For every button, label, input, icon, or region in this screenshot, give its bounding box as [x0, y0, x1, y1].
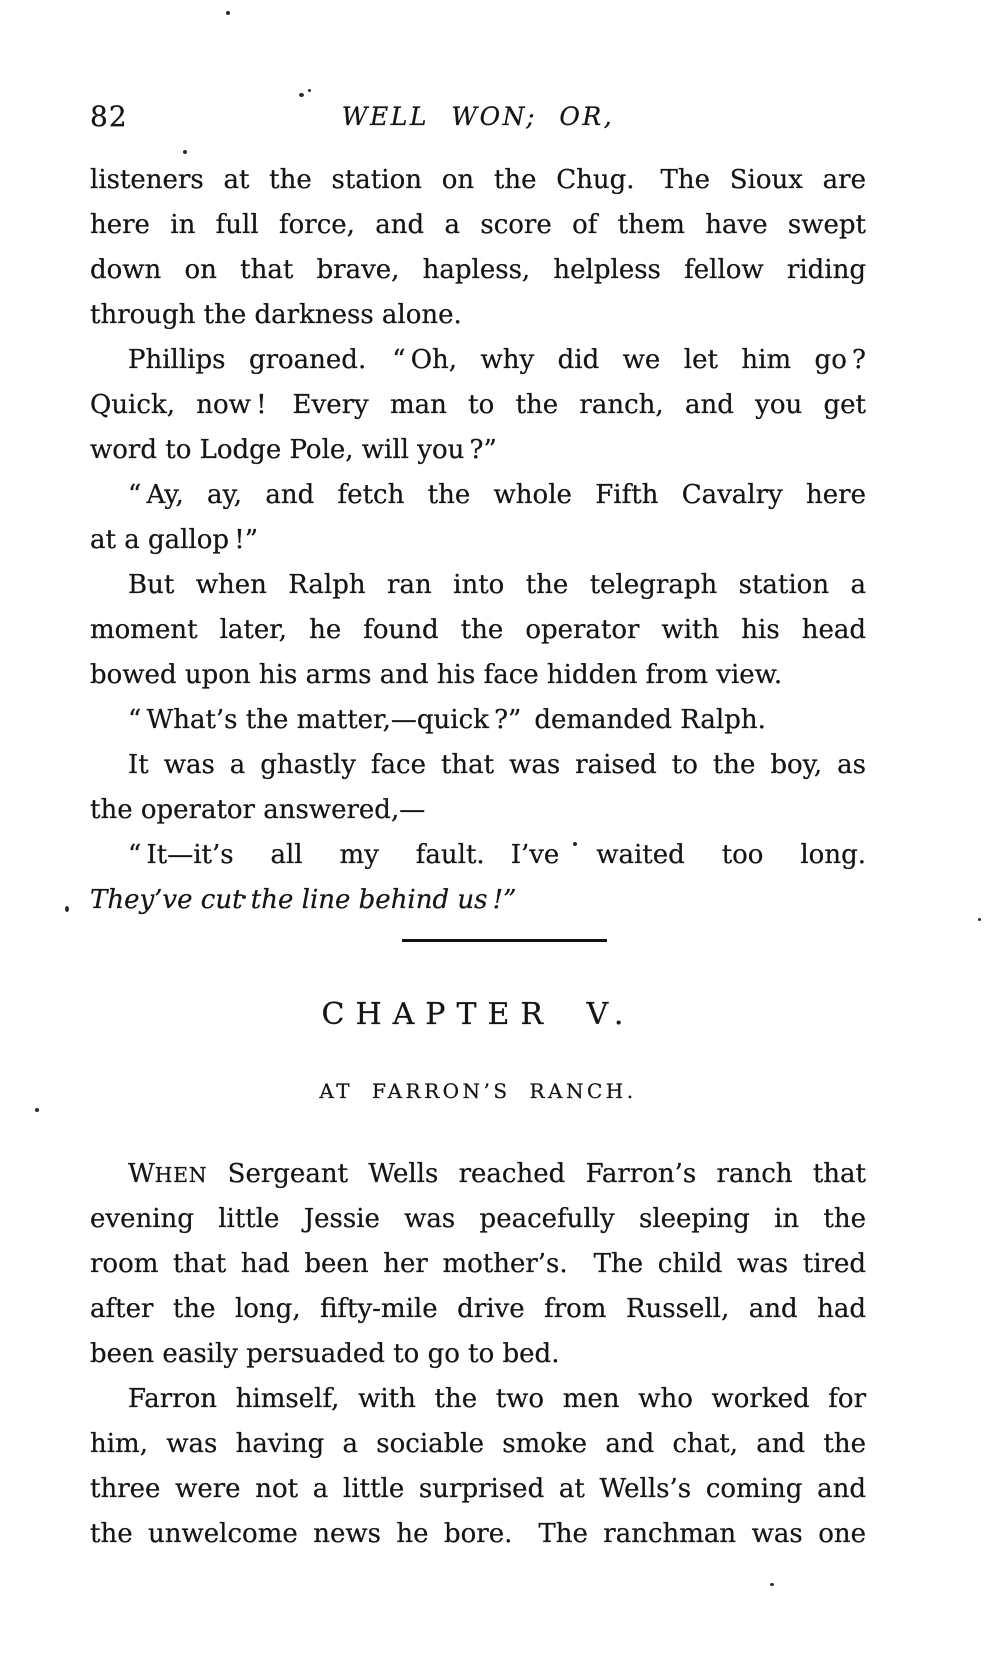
scan-speck: [308, 89, 311, 92]
paragraph: [90, 1152, 866, 1377]
text-line: the unwelcome news he bore. The ranchman was one: [90, 1519, 866, 1549]
text-line: bowed upon his arms and his face hidden from view.: [90, 660, 783, 690]
text-line: at a gallop !”: [90, 525, 258, 555]
paragraph: [90, 743, 866, 833]
text-line: down on that brave, hapless, helpless fellow riding: [90, 255, 866, 285]
text-line: moment later, he found the operator with his head: [90, 615, 866, 645]
scan-speck: [183, 150, 187, 154]
text-line: after the long, fifty-mile drive from Russell, and had: [90, 1294, 866, 1324]
small-caps-text: HEN: [154, 1163, 208, 1187]
text-line: “ Ay, ay, and fetch the whole Fifth Cavalry here: [128, 480, 866, 510]
text-line: through the darkness alone.: [90, 300, 462, 330]
scan-speck: [226, 11, 230, 15]
text-line: been easily persuaded to go to bed.: [90, 1339, 560, 1369]
text-line: here in full force, and a score of them have swept: [90, 210, 866, 240]
text-line: But when Ralph ran into the telegraph station a: [128, 570, 866, 600]
paragraph: [90, 338, 866, 473]
scan-speck: [299, 93, 304, 97]
paragraph: [90, 833, 866, 923]
paragraph: [90, 473, 866, 563]
text-line: Phillips groaned. “ Oh, why did we let him go ?: [128, 345, 866, 375]
text-line: [90, 1152, 866, 1197]
scan-speck: [35, 1108, 39, 1112]
paragraph: [90, 158, 866, 338]
paragraph: [90, 698, 866, 743]
chapter-end-paragraphs: [90, 158, 866, 923]
text-line: evening little Jessie was peacefully sleeping in the: [90, 1204, 866, 1234]
text-line: It was a ghastly face that was raised to the boy, as: [128, 750, 866, 780]
paragraph: [90, 1377, 866, 1557]
text-line: word to Lodge Pole, will you ?”: [90, 435, 497, 465]
chapter-subheading: AT FARRON’S RANCH.: [319, 1079, 637, 1103]
chapter-heading: CHAPTER V.: [321, 997, 635, 1032]
scan-speck: [65, 906, 69, 912]
text-line: three were not a little surprised at Wells’s coming and: [90, 1474, 866, 1504]
scan-speck: [978, 918, 981, 921]
chapter-body-paragraphs: [90, 1152, 866, 1557]
text-line: listeners at the station on the Chug. The Sioux are: [90, 165, 866, 195]
paragraph: [90, 563, 866, 698]
text-segment: Sergeant Wells reached Farron’s ranch that: [207, 1159, 866, 1189]
text-line: him, was having a sociable smoke and chat, and the: [90, 1429, 866, 1459]
text-line: the operator answered,—: [90, 795, 426, 825]
text-line: Quick, now ! Every man to the ranch, and you get: [90, 390, 866, 420]
running-title: WELL WON; OR,: [341, 102, 615, 131]
page-text: [90, 158, 866, 1557]
text-line: room that had been her mother’s. The child was tired: [90, 1249, 866, 1279]
page-number: 82: [90, 100, 128, 133]
running-header: [90, 98, 866, 134]
text-line: “ It—it’s all my fault. I’ve waited too long.: [128, 840, 866, 870]
text-segment: W: [128, 1159, 155, 1189]
text-line: Farron himself, with the two men who worked for: [128, 1384, 866, 1414]
chapter-divider-rule: [402, 939, 607, 942]
text-line: “ What’s the matter,—quick ?” demanded Ralph.: [128, 705, 766, 735]
scan-speck: [770, 1583, 774, 1586]
text-line: They’ve cut the line behind us !”: [90, 885, 517, 915]
